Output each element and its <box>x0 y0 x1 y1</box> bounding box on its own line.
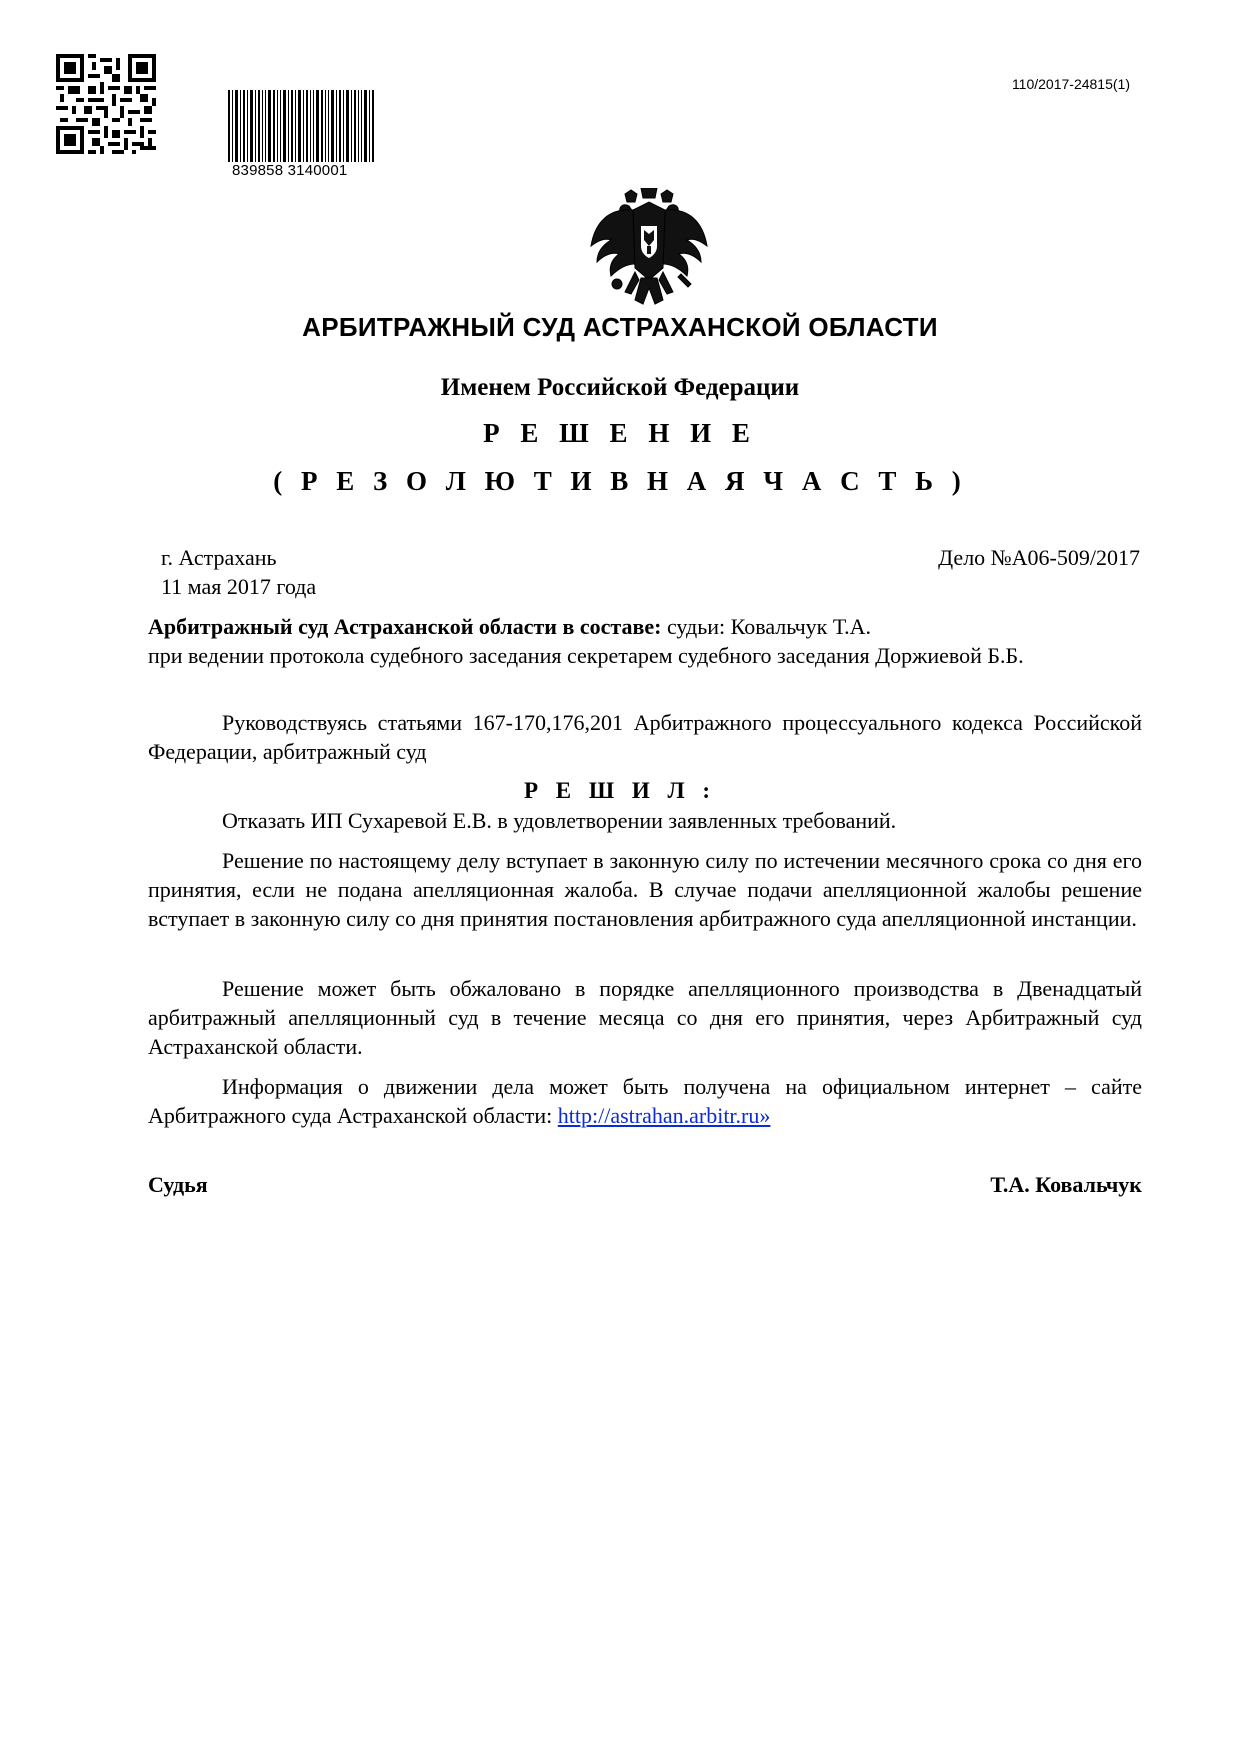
case-number: Дело №А06-509/2017 <box>938 545 1140 570</box>
paragraph-info <box>148 1072 1142 1130</box>
court-header: АРБИТРАЖНЫЙ СУД АСТРАХАНСКОЙ ОБЛАСТИ <box>302 312 938 342</box>
document-id: 110/2017-24815(1) <box>1011 76 1130 92</box>
paragraph-refuse: Отказать ИП Сухаревой Е.В. в удовлетворении заявленных требований. <box>222 808 897 833</box>
paragraph-effect: Решение по настоящему делу вступает в законную силу по истечении месячного срока со дня его принятия, если не подана апелляционная жалоба. В случае подачи апелляционной жалобы решение вступает в законную силу со дня принятия постановления арбитражного суда апелляционной инстанции. <box>148 848 1142 931</box>
barcode-digits: 839858 3140001 <box>232 162 348 179</box>
barcode-icon <box>228 90 376 162</box>
paragraph-guided: Руководствуясь статьями 167-170,176,201 Арбитражного процессуального кодекса Российской Федерации, арбитражный суд <box>148 710 1142 764</box>
russian-coat-of-arms-icon <box>588 188 710 306</box>
court-website-link[interactable]: http://astrahan.arbitr.ru» <box>557 1103 771 1128</box>
court-composition <box>148 612 1148 641</box>
decided-heading: Р Е Ш И Л : <box>523 778 717 803</box>
secretary-line: при ведении протокола судебного заседания секретарем судебного заседания Доржиевой Б.Б. <box>148 643 1024 668</box>
qr-code-icon <box>56 54 156 154</box>
decision-title: Р Е Ш Е Н И Е <box>483 418 757 448</box>
signature-title: Судья <box>148 1172 208 1197</box>
paragraph-appeal: Решение может быть обжаловано в порядке апелляционного производства в Двенадцатый арбитражный апелляционный суд в течение месяца со дня его принятия, через Арбитражный суд Астраханской области. <box>148 976 1142 1059</box>
in-the-name-heading: Именем Российской Федерации <box>440 374 800 401</box>
signature-name: Т.А. Ковальчук <box>990 1172 1142 1197</box>
composition-judges: судьи: Ковальчук Т.А. <box>661 614 871 639</box>
composition-label: Арбитражный суд Астраханской области в составе: <box>148 614 662 639</box>
decision-subtitle: ( Р Е З О Л Ю Т И В Н А Я Ч А С Т Ь ) <box>273 466 967 496</box>
info-text: Информация о движении дела может быть получена на официальном интернет – сайте Арбитражного суда Астраханской области: <box>148 1074 1142 1128</box>
decision-date: 11 мая 2017 года <box>161 574 317 599</box>
city: г. Астрахань <box>161 545 277 570</box>
